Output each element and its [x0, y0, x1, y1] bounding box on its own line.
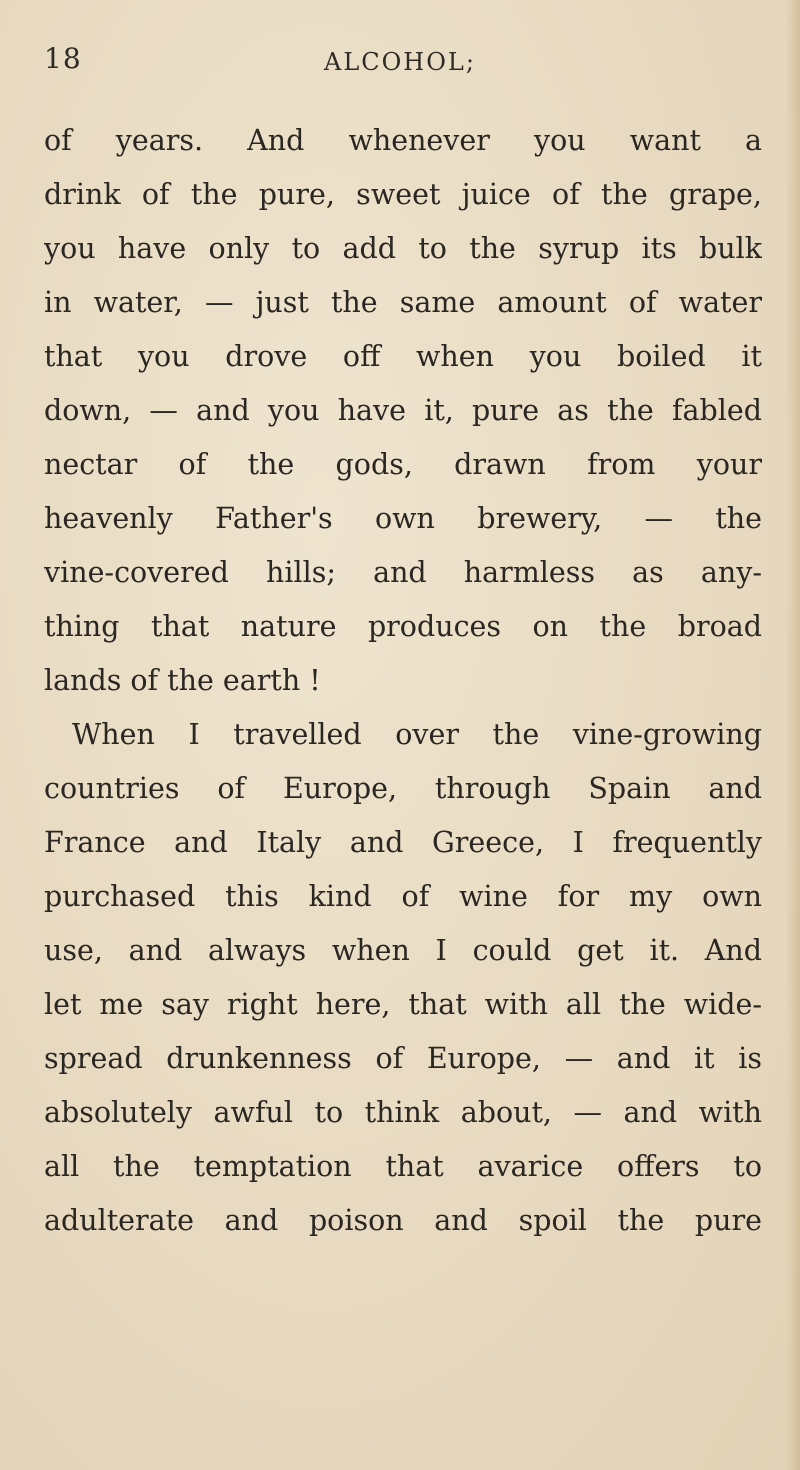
page-header — [44, 42, 760, 82]
text-line-9: vine-covered hills; and harmless as any- — [44, 556, 762, 589]
running-head: ALCOHOL; — [324, 48, 476, 76]
text-line-3: you have only to add to the syrup its bulk — [44, 232, 762, 265]
text-line-14: France and Italy and Greece, I frequently — [44, 826, 762, 859]
text-line-8: heavenly Father's own brewery, — the — [44, 502, 762, 535]
text-line-18: spread drunkenness of Europe, — and it is — [44, 1042, 762, 1075]
text-line-12: When I travelled over the vine-growing — [72, 718, 762, 751]
text-line-15: purchased this kind of wine for my own — [44, 880, 762, 913]
text-line-11: lands of the earth ! — [44, 664, 321, 697]
text-line-6: down, — and you have it, pure as the fabled — [44, 394, 762, 427]
text-line-16: use, and always when I could get it. And — [44, 934, 762, 967]
text-line-10: thing that nature produces on the broad — [44, 610, 762, 643]
text-line-1: of years. And whenever you want a — [44, 124, 762, 157]
text-line-17: let me say right here, that with all the wide- — [44, 988, 762, 1021]
text-line-19: absolutely awful to think about, — and with — [44, 1096, 762, 1129]
text-line-7: nectar of the gods, drawn from your — [44, 448, 762, 481]
body-text — [44, 114, 762, 1248]
text-line-4: in water, — just the same amount of water — [44, 286, 762, 319]
page-number: 18 — [44, 42, 82, 75]
text-line-13: countries of Europe, through Spain and — [44, 772, 762, 805]
text-line-21: adulterate and poison and spoil the pure — [44, 1204, 762, 1237]
text-line-20: all the temptation that avarice offers to — [44, 1150, 762, 1183]
text-line-2: drink of the pure, sweet juice of the grape, — [44, 178, 762, 211]
text-line-5: that you drove off when you boiled it — [44, 340, 762, 373]
page-edge-shadow — [786, 0, 800, 1470]
